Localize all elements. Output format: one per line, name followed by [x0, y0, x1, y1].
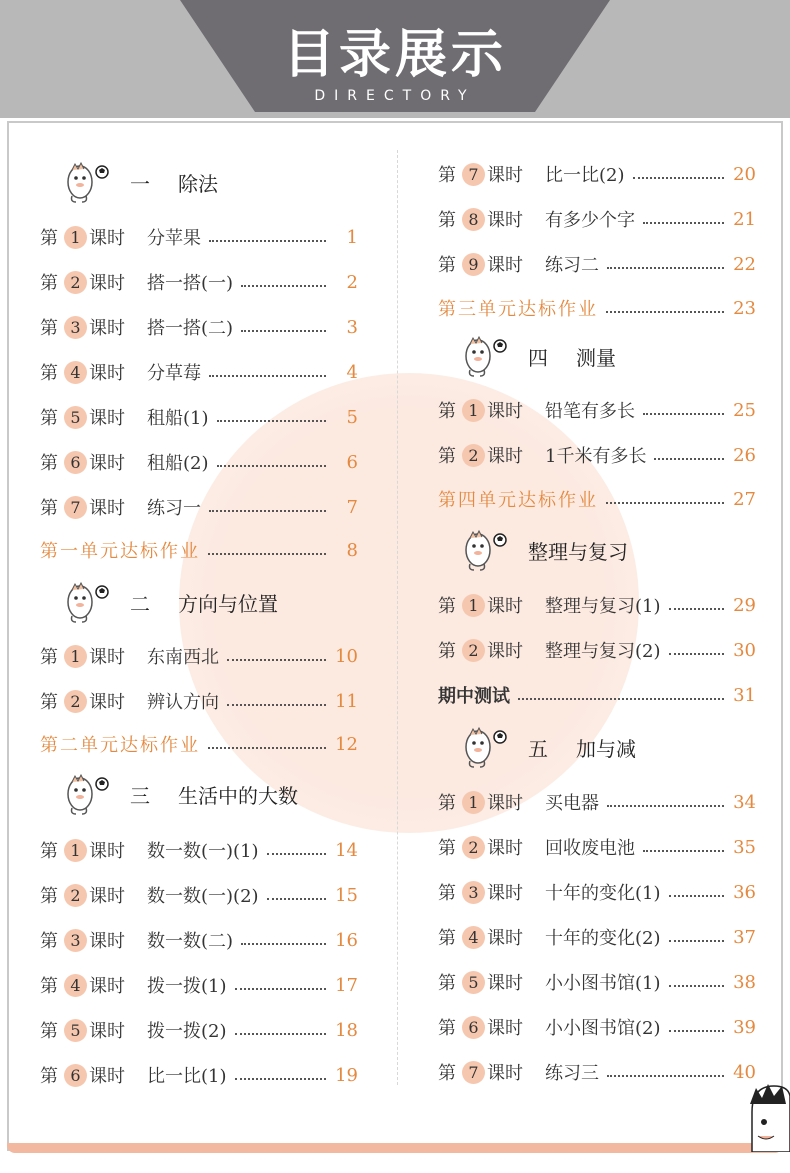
homework-title: 第二单元达标作业 [40, 735, 200, 756]
page-subtitle: DIRECTORY [314, 88, 476, 104]
lesson-number-badge: 7 [462, 1061, 485, 1084]
lesson-number-badge: 2 [64, 690, 87, 713]
lesson-row[interactable] [40, 880, 358, 910]
page-number: 8 [346, 539, 358, 561]
leader-dots [208, 747, 326, 749]
leader-dots [267, 853, 326, 855]
lesson-suffix: 课时 [89, 976, 125, 997]
lesson-suffix: 课时 [89, 931, 125, 952]
unit-5-heading [460, 723, 636, 771]
lesson-prefix: 第 [40, 453, 58, 474]
page-number: 36 [733, 881, 756, 903]
leader-dots [241, 943, 326, 945]
page-number: 38 [733, 971, 756, 993]
leader-dots [643, 850, 724, 852]
lesson-row[interactable] [438, 1012, 756, 1042]
bottom-bar [7, 1143, 783, 1153]
unit-name: 加与减 [576, 736, 636, 761]
lesson-number-badge: 5 [64, 406, 87, 429]
lesson-suffix: 课时 [487, 596, 523, 617]
lesson-title: 分草莓 [147, 363, 201, 384]
lesson-number-badge: 6 [64, 1064, 87, 1087]
lesson-suffix: 课时 [487, 210, 523, 231]
leader-dots [607, 805, 724, 807]
unit-1-homework[interactable] [40, 535, 358, 565]
lesson-number-badge: 2 [462, 836, 485, 859]
lesson-suffix: 课时 [89, 273, 125, 294]
lesson-prefix: 第 [438, 165, 456, 186]
lesson-row[interactable] [40, 1015, 358, 1045]
unit-number: 二 [130, 591, 150, 616]
lesson-row[interactable] [438, 787, 756, 817]
lesson-suffix: 课时 [89, 228, 125, 249]
lesson-number-badge: 1 [64, 645, 87, 668]
page-number: 22 [733, 253, 756, 275]
lesson-number-badge: 5 [462, 971, 485, 994]
leader-dots [235, 1033, 327, 1035]
page-number: 15 [335, 884, 358, 906]
dinosaur-mascot-icon [62, 578, 110, 626]
lesson-prefix: 第 [40, 1021, 58, 1042]
page-number: 12 [335, 733, 358, 755]
midterm-row[interactable] [438, 680, 756, 710]
lesson-number-badge: 6 [64, 451, 87, 474]
lesson-title: 1千米有多长 [545, 446, 647, 467]
dinosaur-mascot-icon [62, 158, 110, 206]
lesson-prefix: 第 [40, 318, 58, 339]
lesson-prefix: 第 [40, 408, 58, 429]
lesson-prefix: 第 [40, 976, 58, 997]
page-number: 5 [346, 406, 358, 428]
unit-number: 五 [528, 736, 548, 761]
lesson-number-badge: 4 [64, 974, 87, 997]
lesson-title: 练习二 [545, 255, 599, 276]
lesson-prefix: 第 [40, 273, 58, 294]
lesson-row[interactable] [438, 1057, 756, 1087]
lesson-title: 练习一 [147, 498, 201, 519]
lesson-row[interactable] [438, 159, 756, 189]
lesson-row[interactable] [40, 1060, 358, 1090]
unit-4-heading [460, 332, 616, 380]
lesson-prefix: 第 [40, 498, 58, 519]
page-title: 目录展示 [282, 25, 507, 85]
lesson-row[interactable] [40, 222, 358, 252]
page-number: 29 [733, 594, 756, 616]
leader-dots [217, 465, 327, 467]
leader-dots [235, 988, 327, 990]
lesson-prefix: 第 [40, 1066, 58, 1087]
lesson-number-badge: 6 [462, 1016, 485, 1039]
lesson-suffix: 课时 [89, 453, 125, 474]
page-number: 16 [335, 929, 358, 951]
lesson-row[interactable] [438, 440, 756, 470]
dinosaur-mascot-icon [460, 723, 508, 771]
lesson-title: 数一数(一)(2) [147, 886, 259, 907]
lesson-row[interactable] [40, 835, 358, 865]
leader-dots [607, 267, 724, 269]
unit-2-homework[interactable] [40, 729, 358, 759]
lesson-suffix: 课时 [89, 1066, 125, 1087]
unit-4-homework[interactable] [438, 484, 756, 514]
lesson-title: 分苹果 [147, 228, 201, 249]
lesson-suffix: 课时 [89, 363, 125, 384]
lesson-title: 小小图书馆(1) [545, 973, 661, 994]
page-number: 18 [335, 1019, 358, 1041]
lesson-suffix: 课时 [487, 838, 523, 859]
lesson-row[interactable] [438, 967, 756, 997]
lesson-title: 数一数(二) [147, 931, 234, 952]
lesson-number-badge: 2 [64, 271, 87, 294]
page-number: 23 [733, 297, 756, 319]
lesson-suffix: 课时 [89, 841, 125, 862]
leader-dots [209, 375, 326, 377]
lesson-number-badge: 3 [64, 929, 87, 952]
leader-dots [209, 510, 326, 512]
lesson-row[interactable] [438, 204, 756, 234]
lesson-prefix: 第 [438, 883, 456, 904]
page-number: 39 [733, 1016, 756, 1038]
unit-name: 生活中的大数 [178, 783, 298, 808]
lesson-number-badge: 8 [462, 208, 485, 231]
lesson-prefix: 第 [40, 228, 58, 249]
lesson-number-badge: 4 [64, 361, 87, 384]
lesson-title: 十年的变化(2) [545, 928, 661, 949]
lesson-title: 回收废电池 [545, 838, 635, 859]
page-number: 7 [346, 496, 358, 518]
lesson-suffix: 课时 [487, 255, 523, 276]
lesson-prefix: 第 [438, 838, 456, 859]
lesson-suffix: 课时 [487, 1063, 523, 1084]
homework-title: 第四单元达标作业 [438, 490, 598, 511]
page-number: 4 [346, 361, 358, 383]
lesson-row[interactable] [438, 249, 756, 279]
lesson-number-badge: 2 [462, 444, 485, 467]
leader-dots [654, 458, 724, 460]
leader-dots [241, 285, 326, 287]
lesson-number-badge: 1 [462, 791, 485, 814]
lesson-title: 辨认方向 [147, 692, 219, 713]
lesson-row[interactable] [40, 312, 358, 342]
lesson-suffix: 课时 [89, 318, 125, 339]
page-number: 14 [335, 839, 358, 861]
lesson-suffix: 课时 [89, 647, 125, 668]
leader-dots [209, 240, 326, 242]
lesson-row[interactable] [40, 447, 358, 477]
page-number: 19 [335, 1064, 358, 1086]
lesson-title: 拨一拨(1) [147, 976, 227, 997]
page-number: 10 [335, 645, 358, 667]
leader-dots [643, 413, 724, 415]
lesson-number-badge: 4 [462, 926, 485, 949]
header-banner [0, 0, 790, 118]
leader-dots [669, 940, 725, 942]
leader-dots [217, 420, 327, 422]
lesson-prefix: 第 [40, 931, 58, 952]
leader-dots [518, 698, 724, 700]
page-number: 40 [733, 1061, 756, 1083]
lesson-number-badge: 1 [462, 594, 485, 617]
dinosaur-mascot-icon [460, 526, 508, 574]
lesson-row[interactable] [40, 686, 358, 716]
lesson-prefix: 第 [438, 255, 456, 276]
leader-dots [607, 1075, 724, 1077]
lesson-title: 买电器 [545, 793, 599, 814]
lesson-number-badge: 7 [462, 163, 485, 186]
lesson-prefix: 第 [438, 793, 456, 814]
lesson-title: 整理与复习(1) [545, 596, 661, 617]
lesson-prefix: 第 [438, 928, 456, 949]
lesson-title: 东南西北 [147, 647, 219, 668]
lesson-suffix: 课时 [487, 165, 523, 186]
lesson-suffix: 课时 [89, 408, 125, 429]
lesson-prefix: 第 [40, 363, 58, 384]
lesson-prefix: 第 [438, 446, 456, 467]
lesson-suffix: 课时 [89, 498, 125, 519]
leader-dots [208, 553, 326, 555]
page-number: 34 [733, 791, 756, 813]
lesson-row[interactable] [438, 635, 756, 665]
lesson-row[interactable] [40, 402, 358, 432]
lesson-number-badge: 2 [462, 639, 485, 662]
leader-dots [669, 985, 725, 987]
page-number: 30 [733, 639, 756, 661]
lesson-row[interactable] [40, 970, 358, 1000]
unit-name: 整理与复习 [528, 539, 628, 564]
lesson-suffix: 课时 [487, 401, 523, 422]
page-number: 31 [733, 684, 756, 706]
leader-dots [241, 330, 326, 332]
lesson-suffix: 课时 [487, 1018, 523, 1039]
lesson-suffix: 课时 [487, 641, 523, 662]
lesson-title: 租船(2) [147, 453, 209, 474]
lesson-row[interactable] [40, 492, 358, 522]
unit-number: 三 [130, 783, 150, 808]
page-number: 1 [346, 226, 358, 248]
lesson-prefix: 第 [438, 596, 456, 617]
lesson-number-badge: 9 [462, 253, 485, 276]
lesson-suffix: 课时 [487, 446, 523, 467]
lesson-title: 租船(1) [147, 408, 209, 429]
lesson-prefix: 第 [438, 1018, 456, 1039]
lesson-row[interactable] [438, 877, 756, 907]
lesson-suffix: 课时 [487, 928, 523, 949]
lesson-number-badge: 2 [64, 884, 87, 907]
lesson-number-badge: 1 [64, 226, 87, 249]
lesson-title: 搭一搭(一) [147, 273, 234, 294]
lesson-number-badge: 5 [64, 1019, 87, 1042]
lesson-title: 小小图书馆(2) [545, 1018, 661, 1039]
lesson-row[interactable] [438, 832, 756, 862]
unit-name: 测量 [576, 345, 616, 370]
lesson-title: 十年的变化(1) [545, 883, 661, 904]
leader-dots [227, 659, 326, 661]
leader-dots [669, 1030, 725, 1032]
lesson-suffix: 课时 [89, 692, 125, 713]
leader-dots [267, 898, 326, 900]
lesson-prefix: 第 [438, 401, 456, 422]
lesson-number-badge: 7 [64, 496, 87, 519]
lesson-row[interactable] [40, 925, 358, 955]
unit-number: 四 [528, 345, 548, 370]
dinosaur-mascot-icon [62, 770, 110, 818]
page-number: 26 [733, 444, 756, 466]
lesson-prefix: 第 [438, 1063, 456, 1084]
leader-dots [606, 502, 724, 504]
page-number: 17 [335, 974, 358, 996]
lesson-suffix: 课时 [487, 883, 523, 904]
unit-name: 方向与位置 [178, 591, 278, 616]
lesson-title: 搭一搭(二) [147, 318, 234, 339]
dinosaur-mascot-icon [460, 332, 508, 380]
lesson-row[interactable] [438, 922, 756, 952]
leader-dots [669, 895, 725, 897]
page-number: 25 [733, 399, 756, 421]
leader-dots [643, 222, 724, 224]
leader-dots [227, 704, 326, 706]
lesson-number-badge: 3 [64, 316, 87, 339]
lesson-title: 练习三 [545, 1063, 599, 1084]
lesson-prefix: 第 [40, 692, 58, 713]
lesson-row[interactable] [40, 641, 358, 671]
lesson-prefix: 第 [40, 841, 58, 862]
lesson-title: 铅笔有多长 [545, 401, 635, 422]
leader-dots [633, 177, 725, 179]
lesson-row[interactable] [40, 357, 358, 387]
homework-title: 第三单元达标作业 [438, 299, 598, 320]
unit-2-heading [62, 578, 278, 626]
page-number: 6 [346, 451, 358, 473]
page-number: 21 [733, 208, 756, 230]
homework-title: 第一单元达标作业 [40, 541, 200, 562]
leader-dots [606, 311, 724, 313]
lesson-title: 整理与复习(2) [545, 641, 661, 662]
lesson-suffix: 课时 [89, 1021, 125, 1042]
leader-dots [669, 653, 725, 655]
lesson-title: 比一比(1) [147, 1066, 227, 1087]
page-number: 20 [733, 163, 756, 185]
page-number: 2 [346, 271, 358, 293]
lesson-prefix: 第 [40, 886, 58, 907]
unit-number: 一 [130, 171, 150, 196]
lesson-prefix: 第 [438, 641, 456, 662]
page-number: 27 [733, 488, 756, 510]
lesson-row[interactable] [40, 267, 358, 297]
lesson-prefix: 第 [438, 973, 456, 994]
lesson-number-badge: 1 [64, 839, 87, 862]
midterm-title: 期中测试 [438, 686, 510, 707]
lesson-row[interactable] [438, 590, 756, 620]
page-number: 37 [733, 926, 756, 948]
lesson-suffix: 课时 [487, 793, 523, 814]
lesson-number-badge: 1 [462, 399, 485, 422]
review-heading [460, 526, 628, 574]
page-number: 3 [346, 316, 358, 338]
lesson-number-badge: 3 [462, 881, 485, 904]
lesson-title: 数一数(一)(1) [147, 841, 259, 862]
unit-3-heading [62, 770, 298, 818]
lesson-title: 有多少个字 [545, 210, 635, 231]
lesson-suffix: 课时 [89, 886, 125, 907]
page-number: 11 [335, 690, 358, 712]
page-number: 35 [733, 836, 756, 858]
lesson-row[interactable] [438, 395, 756, 425]
unit-3-homework[interactable] [438, 293, 756, 323]
lesson-suffix: 课时 [487, 973, 523, 994]
lesson-title: 比一比(2) [545, 165, 625, 186]
column-divider [397, 150, 398, 1085]
lesson-title: 拨一拨(2) [147, 1021, 227, 1042]
unit-name: 除法 [178, 171, 218, 196]
leader-dots [669, 608, 725, 610]
unit-1-heading [62, 158, 218, 206]
lesson-prefix: 第 [438, 210, 456, 231]
leader-dots [235, 1078, 327, 1080]
lesson-prefix: 第 [40, 647, 58, 668]
boy-cartoon-icon [748, 1082, 790, 1152]
